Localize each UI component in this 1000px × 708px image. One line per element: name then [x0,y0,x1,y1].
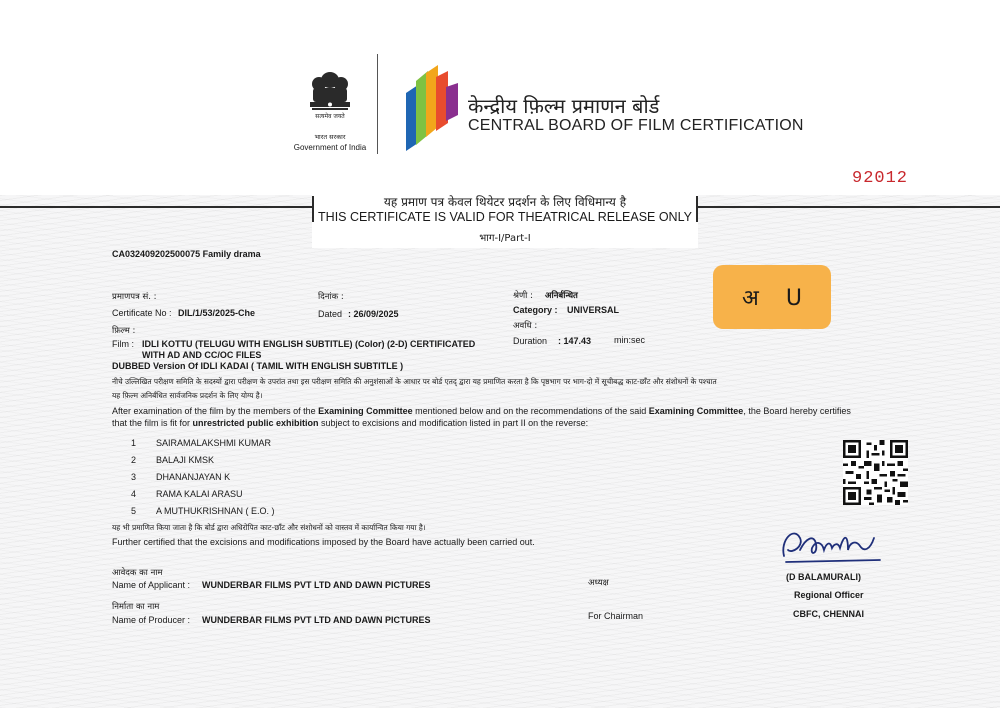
duration-hindi: अवधि : [513,321,538,331]
au-rating-text: अ U [742,286,802,311]
duration-unit: min:sec [614,335,646,345]
category-label: Category : [513,305,558,315]
member-name: SAIRAMALAKSHMI KUMAR [156,438,272,448]
date-value: : 26/09/2025 [348,309,399,319]
banner-part: भाग-I/Part-I [479,233,531,244]
duration-label: Duration [513,336,548,346]
board-title-english: CENTRAL BOARD OF FILM CERTIFICATION [468,117,804,134]
film-title-line3: DUBBED Version Of IDLI KADAI ( TAMIL WITH ENGLISH SUBTITLE ) [112,361,404,371]
banner-rule-left [0,206,312,208]
member-no: 1 [131,438,137,448]
english-paragraph-line2 [112,418,588,428]
officer-name: (D BALAMURALI) [786,572,861,582]
producer-hindi: निर्माता का नाम [112,602,160,612]
further-certified-english: Further certified that the excisions and modifications imposed by the Board have actually been carried out. [112,537,535,547]
category-hindi-value: अनिर्बन्धित [545,291,578,301]
para-text: , the Board hereby certifies [743,406,851,416]
para-text: that the film is fit for [112,418,193,428]
member-name: A MUTHUKRISHNAN ( E.O. ) [156,506,275,516]
para-bold: Examining Committee [318,406,413,416]
officer-signature [770,520,890,568]
para-text: subject to excisions and modification listed in part II on the reverse: [318,418,589,428]
gov-hindi: भारत सरकार [314,133,346,141]
producer-value: WUNDERBAR FILMS PVT LTD AND DAWN PICTURES [202,615,431,625]
certificate-reference: CA032409202500075 Family drama [112,249,261,259]
hindi-paragraph-line1: नीचे उल्लिखित परीक्षण समिति के सदस्यों द्वारा परीक्षण के उपरांत तथा इस परीक्षण समिति की अनुशंसाओं के आधार पर बोर्ड एतद् द्वारा यह प्रमाणित करता है कि पृष्ठभाग पर भाग-दो में सूचीबद्ध काट-छाँट और संशोधनों के पश्चात [112,377,717,386]
member-name: RAMA KALAI ARASU [156,489,243,499]
banner-hindi: यह प्रमाण पत्र केवल थियेटर प्रदर्शन के लिए विधिमान्य है [383,195,627,209]
date-hindi: दिनांक : [318,292,344,302]
film-title-line2: WITH AD AND CC/OC FILES [142,350,262,360]
film-label-hindi: फ़िल्म : [112,326,136,336]
chairman-hindi: अध्यक्ष [588,578,609,588]
applicant-hindi: आवेदक का नाम [112,568,163,578]
date-label: Dated [318,309,343,319]
applicant-value: WUNDERBAR FILMS PVT LTD AND DAWN PICTURES [202,580,431,590]
para-text: mentioned below and on the recommendations of the said [412,406,649,416]
officer-office: CBFC, CHENNAI [793,609,864,619]
banner-english: THIS CERTIFICATE IS VALID FOR THEATRICAL RELEASE ONLY [318,210,692,224]
officer-title: Regional Officer [794,590,864,600]
member-name: BALAJI KMSK [156,455,215,465]
para-text: After examination of the film by the members of the [112,406,319,416]
chairman-english: For Chairman [588,611,644,621]
english-paragraph-line1 [112,406,851,416]
cbfc-logo-icon [404,63,460,153]
member-no: 3 [131,472,137,482]
banner-rule-right [698,206,1000,208]
header-divider [377,54,378,154]
board-title-hindi: केन्द्रीय फ़िल्म प्रमाणन बोर्ड [468,94,660,118]
member-no: 5 [131,506,137,516]
applicant-label: Name of Applicant : [112,580,191,590]
member-no: 2 [131,455,137,465]
para-bold: Examining Committee [648,406,744,416]
cert-no-label: Certificate No : [112,308,172,318]
film-label: Film : [112,339,134,349]
category-value: UNIVERSAL [567,305,620,315]
film-title-line1: IDLI KOTTU (TELUGU WITH ENGLISH SUBTITLE) (Color) (2-D) CERTIFICATED [142,339,476,349]
producer-label: Name of Producer : [112,615,191,625]
cert-no-value: DIL/1/53/2025-Che [178,308,256,318]
cert-no-hindi: प्रमाणपत्र सं. : [112,292,157,302]
member-name: DHANANJAYAN K [156,472,231,482]
qr-code-icon [843,440,908,505]
hindi-paragraph-line2: यह फ़िल्म अनिर्बंधित सार्वजनिक प्रदर्शन के लिए योग्य है। [112,391,263,400]
category-hindi-label: श्रेणी : [513,291,533,301]
member-no: 4 [131,489,137,499]
para-bold: unrestricted public exhibition [192,418,319,428]
emblem-motto: सत्यमेव जयते [315,113,345,120]
gov-english: Government of India [293,143,367,152]
serial-number: 92012 [852,169,909,188]
further-certified-hindi: यह भी प्रमाणित किया जाता है कि बोर्ड द्वारा अधिरोपित काट-छाँट और संशोधनों को वास्तव में कार्यान्वित किया गया है। [112,523,426,532]
duration-value: : 147.43 [558,336,592,346]
